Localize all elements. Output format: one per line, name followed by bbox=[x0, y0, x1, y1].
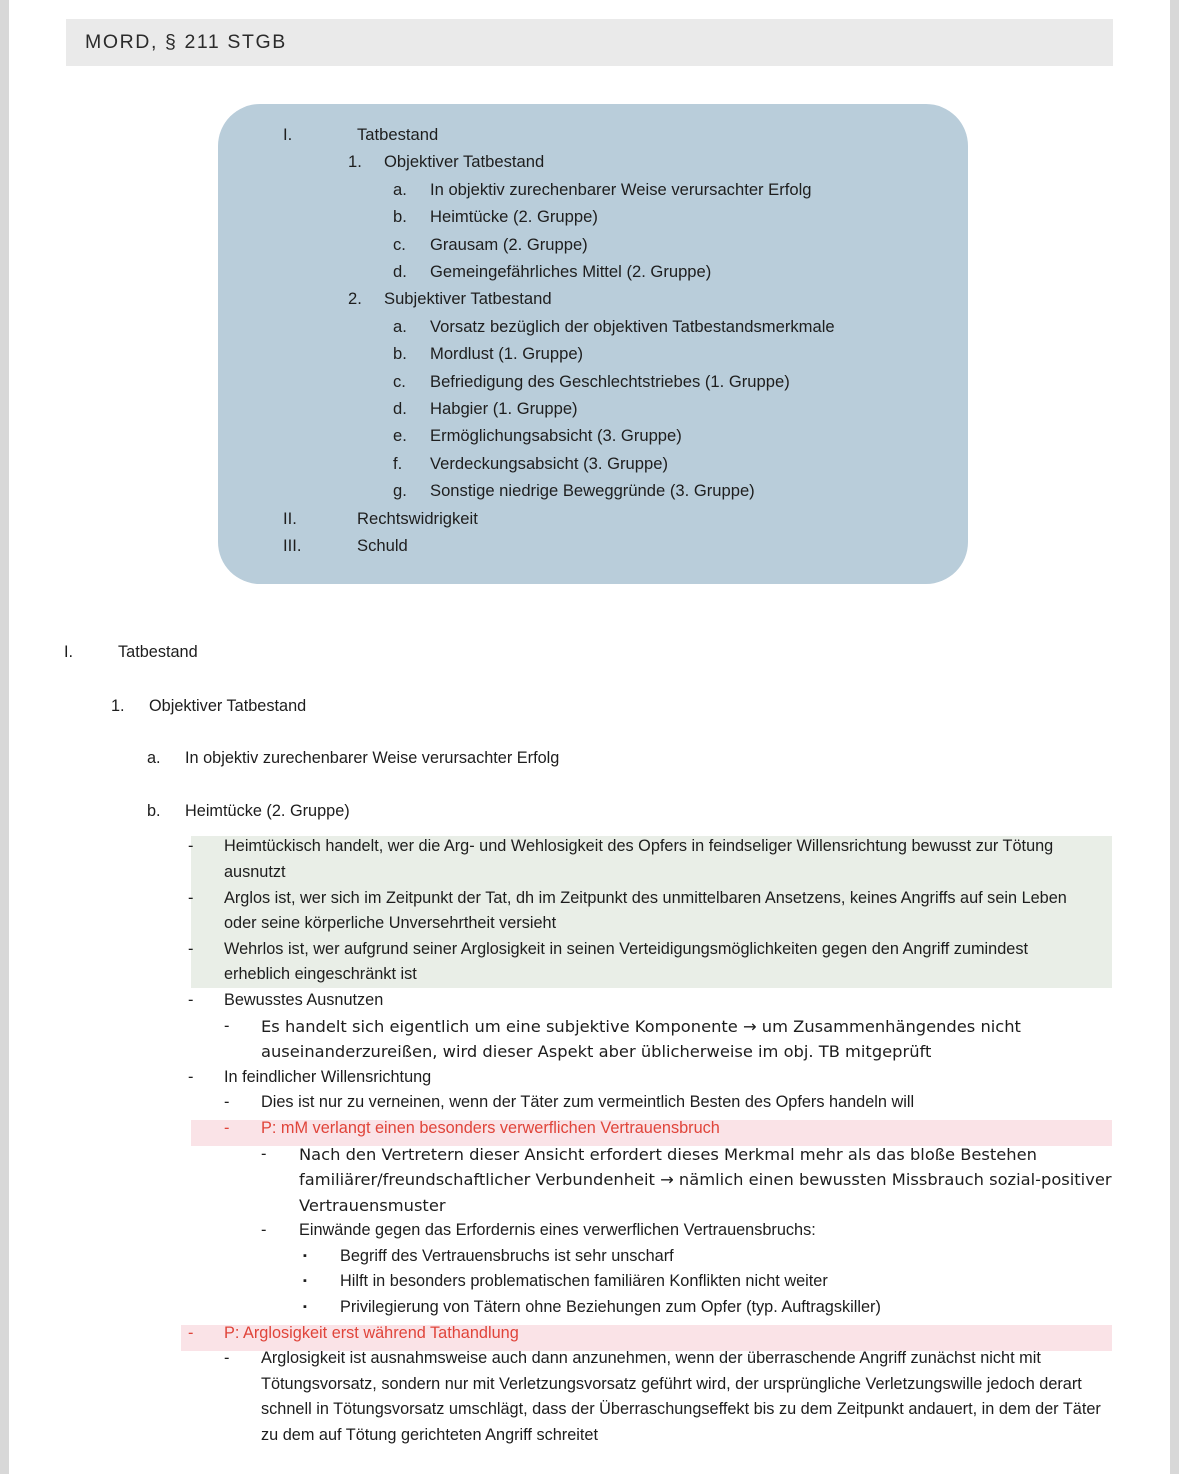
scheme-row-label: Subjektiver Tatbestand bbox=[384, 289, 552, 309]
bullet-item bbox=[9, 1218, 1170, 1244]
scheme-row-marker: III. bbox=[283, 536, 302, 556]
outline-label: Objektiver Tatbestand bbox=[149, 696, 307, 715]
scheme-row bbox=[218, 340, 968, 367]
scheme-row-label: Objektiver Tatbestand bbox=[384, 152, 545, 172]
problem-text: P: Arglosigkeit erst während Tathandlung bbox=[224, 1323, 519, 1342]
bullet-item bbox=[9, 834, 1170, 885]
scheme-row bbox=[218, 368, 968, 395]
bullet-text: Begriff des Vertrauensbruchs ist sehr unscharf bbox=[340, 1246, 674, 1265]
bullet-text: In feindlicher Willensrichtung bbox=[224, 1067, 432, 1086]
dash-bullet-icon: - bbox=[188, 1323, 194, 1342]
square-bullet-icon: ▪ bbox=[303, 1275, 307, 1288]
bullet-text: Hilft in besonders problematischen familiären Konflikten nicht weiter bbox=[340, 1272, 828, 1291]
outline-label: Heimtücke (2. Gruppe) bbox=[185, 801, 350, 820]
scheme-row bbox=[218, 422, 968, 449]
scheme-row-marker: d. bbox=[393, 262, 407, 282]
bullet-text: Dies ist nur zu verneinen, wenn der Täter zum vermeintlich Besten des Opfers handeln will bbox=[261, 1093, 915, 1112]
scheme-row-label: Rechtswidrigkeit bbox=[357, 508, 478, 528]
scheme-row-marker: b. bbox=[393, 207, 407, 227]
scheme-row-label: Heimtücke (2. Gruppe) bbox=[430, 207, 598, 227]
bullet-text: Privilegierung von Tätern ohne Beziehungen zum Opfer (typ. Auftragskiller) bbox=[340, 1298, 881, 1317]
scheme-row bbox=[218, 450, 968, 477]
scheme-row-label: Mordlust (1. Gruppe) bbox=[430, 344, 584, 364]
scheme-row bbox=[218, 121, 968, 148]
bullet-item bbox=[9, 1244, 1170, 1270]
scheme-row-marker: 2. bbox=[348, 289, 362, 309]
bullet-text: Heimtückisch handelt, wer die Arg- und Wehlosigkeit des Opfers in feindseliger Willensrichtung bewusst zur Tötung ausnutzt bbox=[224, 837, 1054, 881]
dash-bullet-icon: - bbox=[188, 837, 194, 856]
scheme-row-label: Grausam (2. Gruppe) bbox=[430, 234, 588, 254]
problem-text: P: mM verlangt einen besonders verwerflichen Vertrauensbruch bbox=[261, 1118, 720, 1137]
scheme-row-marker: f. bbox=[393, 453, 403, 473]
outline-heading-number bbox=[9, 694, 1170, 720]
scheme-row bbox=[218, 395, 968, 422]
document-page bbox=[9, 0, 1170, 1474]
scheme-row-label: Vorsatz bezüglich der objektiven Tatbestandsmerkmale bbox=[430, 316, 835, 336]
dash-bullet-icon: - bbox=[224, 1349, 230, 1368]
outline-item-a bbox=[9, 746, 1170, 772]
dash-bullet-icon: - bbox=[188, 1067, 194, 1086]
bullet-text: Es handelt sich eigentlich um eine subjektive Komponente → um Zusammenhängendes nicht auseinanderzureißen, wird dieser Aspekt aber üblicherweise im obj. TB mitgeprüft bbox=[261, 1016, 1021, 1062]
scheme-row bbox=[218, 203, 968, 230]
dash-bullet-icon: - bbox=[224, 1093, 230, 1112]
scheme-box bbox=[218, 104, 968, 584]
scheme-row bbox=[218, 231, 968, 258]
scheme-row-marker: 1. bbox=[348, 152, 362, 172]
scheme-row-marker: I. bbox=[283, 125, 293, 144]
scheme-row bbox=[218, 258, 968, 285]
bullet-item bbox=[9, 1295, 1170, 1321]
outline-marker: b. bbox=[147, 801, 161, 820]
bullet-item bbox=[9, 1014, 1170, 1065]
scheme-row bbox=[218, 313, 968, 340]
problem-item bbox=[9, 1116, 1170, 1142]
scheme-row-marker: d. bbox=[393, 399, 407, 419]
page-title: MORD, § 211 STGB bbox=[85, 31, 287, 53]
bullet-text: Arglos ist, wer sich im Zeitpunkt der Tat, dh im Zeitpunkt des unmittelbaren Ansetzens, keines Angriffs auf sein Leben oder seine körperliche Unversehrtheit versieht bbox=[224, 888, 1067, 933]
bullet-item bbox=[9, 988, 1170, 1014]
outline-heading-roman bbox=[9, 640, 1170, 666]
scheme-row bbox=[218, 532, 968, 559]
scheme-row-marker: a. bbox=[393, 179, 407, 199]
outline-body bbox=[9, 640, 1170, 1449]
square-bullet-icon: ▪ bbox=[303, 1301, 307, 1314]
scheme-row-marker: b. bbox=[393, 344, 407, 364]
scheme-row bbox=[218, 148, 968, 175]
dash-bullet-icon: - bbox=[188, 888, 194, 907]
scheme-row bbox=[218, 285, 968, 312]
dash-bullet-icon: - bbox=[261, 1221, 267, 1240]
scheme-row bbox=[218, 477, 968, 504]
scheme-row-label: Habgier (1. Gruppe) bbox=[430, 399, 578, 419]
bullet-text: Arglosigkeit ist ausnahmsweise auch dann anzunehmen, wenn der überraschende Angriff zunächst nicht mit Tötungsvorsatz, sondern nur mit Verletzungsvorsatz geführt wird, der ursprüngliche Verletzungswille jedoch derart schnell in Tötungsvorsatz umschlägt, dass der Überraschungseffekt bis zu dem Zeitpunkt andauert, in dem der Täter zu dem auf Tötung gerichteten Angriff schreitet bbox=[261, 1349, 1101, 1445]
bullet-text: Bewusstes Ausnutzen bbox=[224, 990, 384, 1009]
dash-bullet-icon: - bbox=[261, 1144, 267, 1163]
outline-label: Tatbestand bbox=[118, 643, 198, 661]
outline-item-b bbox=[9, 799, 1170, 825]
document-header-bar bbox=[66, 19, 1113, 66]
bullet-text: Nach den Vertretern dieser Ansicht erfordert dieses Merkmal mehr als das bloße Bestehen familiärer/freundschaftlicher Verbundenheit → nämlich einen bewussten Missbrauch sozial-positiver Vertrauensmuster bbox=[299, 1144, 1112, 1215]
scheme-row-label: Befriedigung des Geschlechtstriebes (1. Gruppe) bbox=[430, 371, 790, 391]
scheme-row-marker: II. bbox=[283, 508, 297, 528]
bullet-item bbox=[9, 1065, 1170, 1091]
problem-item bbox=[9, 1321, 1170, 1347]
bullet-text: Einwände gegen das Erfordernis eines verwerflichen Vertrauensbruchs: bbox=[299, 1221, 816, 1240]
scheme-row-label: Schuld bbox=[357, 536, 408, 556]
bullet-item bbox=[9, 937, 1170, 988]
scheme-row-marker: c. bbox=[393, 234, 406, 254]
bullet-item bbox=[9, 1269, 1170, 1295]
scheme-row bbox=[218, 176, 968, 203]
bullet-item bbox=[9, 1346, 1170, 1448]
outline-marker: I. bbox=[64, 643, 74, 661]
outline-label: In objektiv zurechenbarer Weise verursachter Erfolg bbox=[185, 749, 560, 768]
scheme-row-marker: c. bbox=[393, 371, 406, 391]
scheme-row-label: Gemeingefährliches Mittel (2. Gruppe) bbox=[430, 262, 712, 282]
scheme-row-label: Verdeckungsabsicht (3. Gruppe) bbox=[430, 453, 668, 473]
scheme-row-marker: e. bbox=[393, 426, 407, 446]
bullet-text: Wehrlos ist, wer aufgrund seiner Arglosigkeit in seinen Verteidigungsmöglichkeiten gegen den Angriff zumindest erheblich eingeschränkt ist bbox=[224, 939, 1028, 984]
square-bullet-icon: ▪ bbox=[303, 1249, 307, 1262]
scheme-row-label: Tatbestand bbox=[357, 125, 439, 144]
scheme-row-label: Sonstige niedrige Beweggründe (3. Gruppe) bbox=[430, 481, 755, 501]
scheme-row-label: Ermöglichungsabsicht (3. Gruppe) bbox=[430, 426, 682, 446]
dash-bullet-icon: - bbox=[224, 1016, 230, 1035]
outline-marker: 1. bbox=[111, 696, 125, 715]
dash-bullet-icon: - bbox=[188, 939, 194, 958]
bullet-item bbox=[9, 886, 1170, 937]
dash-bullet-icon: - bbox=[188, 990, 194, 1009]
outline-marker: a. bbox=[147, 749, 161, 768]
bullet-item bbox=[9, 1142, 1170, 1219]
bullet-item bbox=[9, 1090, 1170, 1116]
scheme-row-marker: g. bbox=[393, 481, 407, 501]
scheme-row-marker: a. bbox=[393, 316, 407, 336]
dash-bullet-icon: - bbox=[224, 1118, 230, 1137]
scheme-row bbox=[218, 505, 968, 532]
scheme-row-label: In objektiv zurechenbarer Weise verursachter Erfolg bbox=[430, 179, 812, 199]
